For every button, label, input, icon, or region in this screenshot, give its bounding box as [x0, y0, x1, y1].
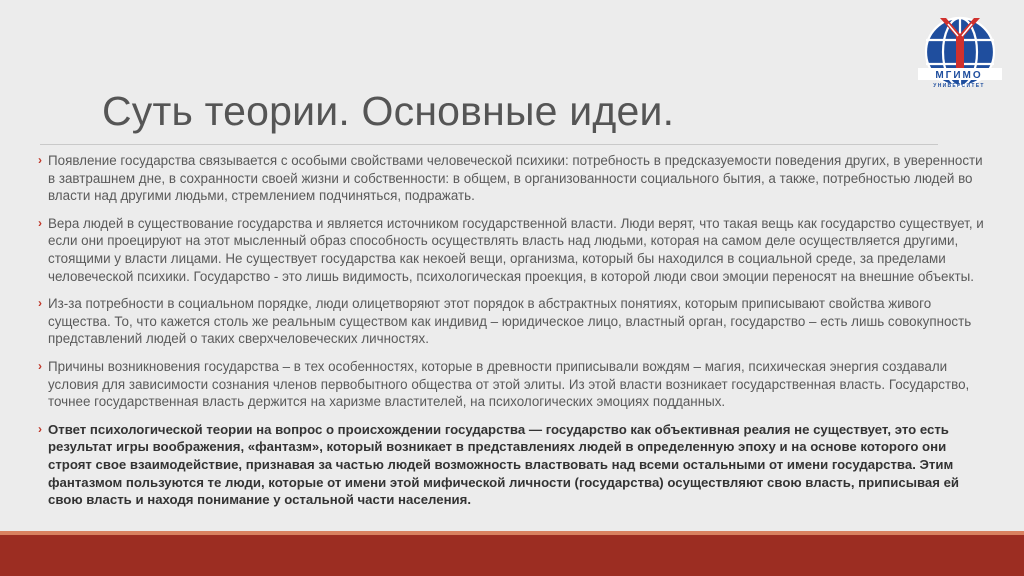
title-divider — [40, 144, 938, 145]
paragraph-3 — [38, 295, 992, 348]
paragraph-conclusion — [38, 421, 992, 509]
footer-bar — [0, 535, 1024, 576]
paragraph-text: Появление государства связывается с особыми свойствами человеческой психики: потребность в предсказуемости поведения других, в уверенности в завтрашнем дне, в сохранности своей жизни и собственности: в общем, в организованности социального бытия, а также, потребностью людей во власти над другими людьми, стремлением подчиняться, подражать. — [48, 153, 983, 204]
logo-name: МГИМО — [935, 70, 983, 81]
paragraph-2 — [38, 215, 992, 285]
paragraph-text: Вера людей в существование государства и является источником государственной власти. Люди верят, что такая вещь как государство существует, и если они проецируют на этот мысленный образ способность осуществлять власть над людьми, которая на самом деле осуществляется другими, стоящими у власти лицами. Не существует государства как некоей вещи, организма, который бы находился в социальной среде, за пределами человеческой психики. Государство - это лишь видимость, психологическая проекция, в которой люди свои эмоции переносят на внешние объекты. — [48, 215, 984, 284]
paragraph-text: Ответ психологической теории на вопрос о происхождении государства — государство как объективная реалия не существует, это есть результат игры воображения, «фантазм», который возникает в представлениях людей в определенную эпоху и на основе которого они строят свое взаимодействие, признавая за частью людей возможность властвовать над всеми остальными от имени государства. Этим фантазмом пользуются те люди, которые от имени этой мифической личности (государства) осуществляют свою власть, приписывая ей свою власть и находя понимание у остальной части населения. — [48, 421, 960, 508]
bullet-arrow-icon: › — [38, 358, 42, 373]
paragraph-text: Причины возникновения государства – в тех особенностях, которые в древности приписывали вождям – магия, психическая энергия создавали условия для зависимости сознания членов первобытного общества от этой элиты. Из этой власти возникает государственная власть. Государство, точнее государственная власть держится на харизме властителей, на психологических эмоциях подданных. — [48, 358, 970, 410]
bullet-arrow-icon: › — [38, 421, 42, 436]
slide-content — [38, 152, 992, 519]
paragraph-1 — [38, 152, 992, 205]
mgimo-logo — [910, 10, 1010, 105]
bullet-arrow-icon: › — [38, 215, 42, 230]
paragraph-4 — [38, 358, 992, 411]
bullet-arrow-icon: › — [38, 153, 42, 167]
logo-subtitle: УНИВЕРСИТЕТ — [933, 83, 985, 89]
bullet-arrow-icon: › — [38, 296, 42, 311]
paragraph-text: Из-за потребности в социальном порядке, люди олицетворяют этот порядок в абстрактных понятиях, которым приписывают свойства живого существа. То, что кажется столь же реальным существом как индивид – юридическое лицо, властный орган, государство – есть лишь совокупность представлений людей о таких сверхчеловеческих личностях. — [48, 296, 972, 347]
slide-title: Суть теории. Основные идеи. — [102, 88, 675, 134]
